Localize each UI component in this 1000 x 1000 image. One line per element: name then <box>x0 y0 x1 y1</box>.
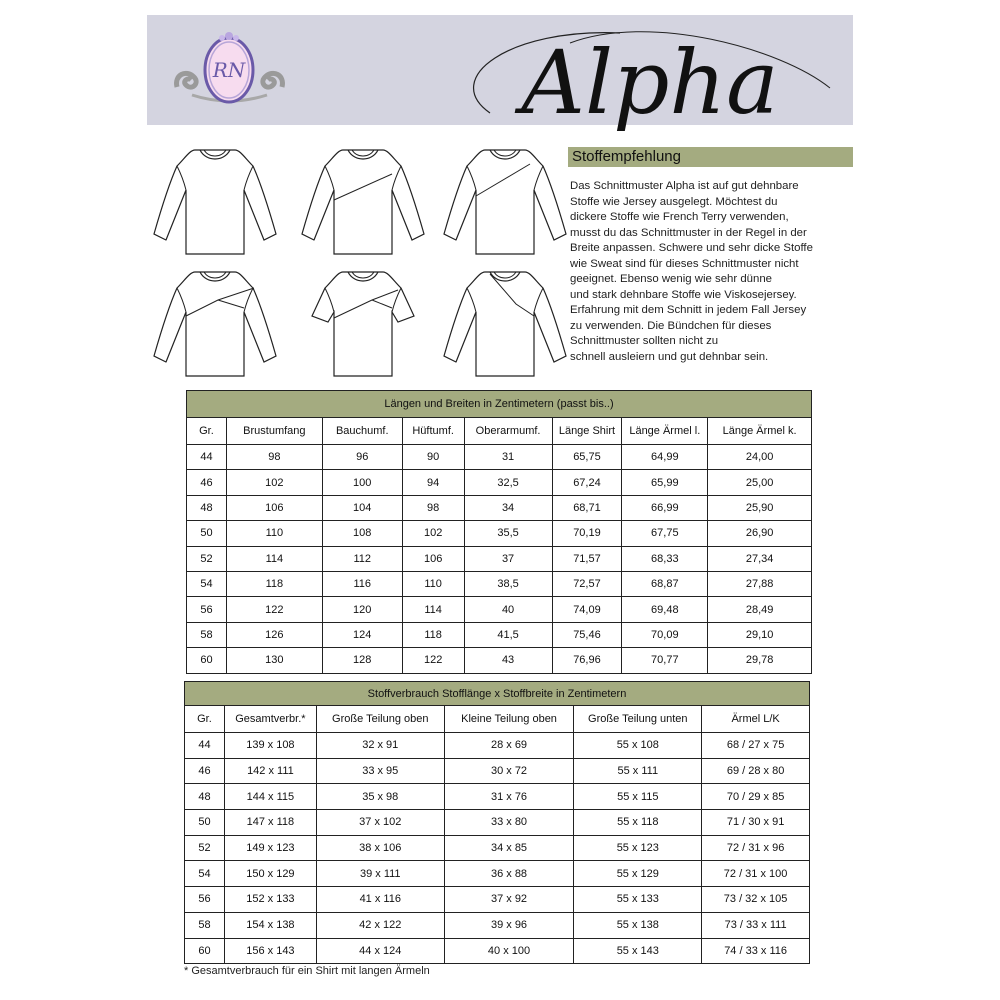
fabric-table-cell: 41 x 116 <box>316 887 444 913</box>
size-table-cell: 52 <box>187 546 227 571</box>
table-row <box>185 887 810 913</box>
table-row <box>187 546 812 571</box>
garment-yoke-diagonal <box>444 272 566 376</box>
fabric-table-cell: 35 x 98 <box>316 784 444 810</box>
size-table-cell: 37 <box>464 546 552 571</box>
fabric-table-cell: 37 x 92 <box>444 887 574 913</box>
fabric-table-header-cell: Gesamtverbr.* <box>224 706 316 733</box>
fabric-table-cell: 33 x 95 <box>316 758 444 784</box>
size-table-cell: 102 <box>226 470 322 495</box>
size-table-cell: 110 <box>402 571 464 596</box>
fabric-table-cell: 68 / 27 x 75 <box>702 733 810 759</box>
size-table-cell: 124 <box>322 622 402 647</box>
fabric-table-cell: 149 x 123 <box>224 835 316 861</box>
fabric-table-cell: 147 x 118 <box>224 810 316 836</box>
size-table-cell: 118 <box>402 622 464 647</box>
size-table-header-cell: Gr. <box>187 418 227 445</box>
fabric-table-header-cell: Gr. <box>185 706 225 733</box>
size-table-cell: 98 <box>226 445 322 470</box>
garment-drawings <box>150 138 570 378</box>
size-table-cell: 108 <box>322 521 402 546</box>
recommendation-heading: Stoffempfehlung <box>572 148 681 165</box>
table-row <box>185 861 810 887</box>
fabric-table-cell: 58 <box>185 912 225 938</box>
size-table-cell: 75,46 <box>552 622 622 647</box>
table-row <box>187 470 812 495</box>
size-measurements-table <box>186 390 812 674</box>
size-table-cell: 27,34 <box>708 546 812 571</box>
recommendation-line: wie Sweat sind für dieses Schnittmuster nicht <box>570 257 799 270</box>
fabric-table-cell: 74 / 33 x 116 <box>702 938 810 964</box>
page-title-text: Alpha <box>521 31 779 134</box>
fabric-table-header-cell: Ärmel L/K <box>702 706 810 733</box>
size-table-cell: 116 <box>322 571 402 596</box>
size-table-cell: 27,88 <box>708 571 812 596</box>
fabric-table-header-cell: Kleine Teilung oben <box>444 706 574 733</box>
recommendation-text <box>570 179 850 365</box>
fabric-table-cell: 55 x 111 <box>574 758 702 784</box>
size-table-cell: 26,90 <box>708 521 812 546</box>
fabric-table-cell: 56 <box>185 887 225 913</box>
size-table-cell: 35,5 <box>464 521 552 546</box>
size-table-header-cell: Länge Shirt <box>552 418 622 445</box>
fabric-table-cell: 154 x 138 <box>224 912 316 938</box>
size-table-cell: 114 <box>402 597 464 622</box>
size-table-header-cell: Brustumfang <box>226 418 322 445</box>
fabric-table-caption: Stoffverbrauch Stofflänge x Stoffbreite in Zentimetern <box>185 682 810 706</box>
table-row <box>187 445 812 470</box>
size-table-cell: 98 <box>402 495 464 520</box>
size-table-cell: 58 <box>187 622 227 647</box>
fabric-table-header-cell: Große Teilung unten <box>574 706 702 733</box>
fabric-table-cell: 28 x 69 <box>444 733 574 759</box>
table-row <box>185 733 810 759</box>
fabric-table-cell: 50 <box>185 810 225 836</box>
size-table-cell: 40 <box>464 597 552 622</box>
size-table-header-row <box>187 418 812 445</box>
size-table-cell: 41,5 <box>464 622 552 647</box>
size-table-cell: 106 <box>402 546 464 571</box>
size-table-cell: 126 <box>226 622 322 647</box>
table-row <box>185 912 810 938</box>
fabric-table-cell: 39 x 96 <box>444 912 574 938</box>
fabric-table-cell: 55 x 118 <box>574 810 702 836</box>
fabric-table-cell: 55 x 133 <box>574 887 702 913</box>
fabric-table-cell: 70 / 29 x 85 <box>702 784 810 810</box>
size-table-cell: 48 <box>187 495 227 520</box>
size-table-cell: 70,77 <box>622 648 708 673</box>
size-table-cell: 32,5 <box>464 470 552 495</box>
fabric-table-cell: 55 x 108 <box>574 733 702 759</box>
size-table-cell: 65,99 <box>622 470 708 495</box>
size-table-cell: 68,87 <box>622 571 708 596</box>
table-row <box>187 521 812 546</box>
size-table-cell: 104 <box>322 495 402 520</box>
size-table-cell: 94 <box>402 470 464 495</box>
size-table-cell: 122 <box>402 648 464 673</box>
size-table-cell: 71,57 <box>552 546 622 571</box>
size-table-cell: 100 <box>322 470 402 495</box>
table-row <box>185 938 810 964</box>
table-row <box>185 810 810 836</box>
fabric-table-cell: 36 x 88 <box>444 861 574 887</box>
size-table-header-cell: Oberarmumf. <box>464 418 552 445</box>
fabric-table-cell: 72 / 31 x 100 <box>702 861 810 887</box>
fabric-table-cell: 152 x 133 <box>224 887 316 913</box>
size-table-cell: 102 <box>402 521 464 546</box>
footnote: * Gesamtverbrauch für ein Shirt mit langen Ärmeln <box>184 965 430 977</box>
recommendation-line: Stoffe wie Jersey ausgelegt. Möchtest du <box>570 195 778 208</box>
size-table-cell: 54 <box>187 571 227 596</box>
table-row <box>185 835 810 861</box>
size-table-header-cell: Länge Ärmel l. <box>622 418 708 445</box>
size-table-cell: 69,48 <box>622 597 708 622</box>
fabric-table-cell: 52 <box>185 835 225 861</box>
size-table-cell: 120 <box>322 597 402 622</box>
recommendation-line: Erfahrung mit dem Schnitt in jedem Fall Jersey <box>570 304 807 316</box>
size-table-cell: 130 <box>226 648 322 673</box>
fabric-table-header-row <box>185 706 810 733</box>
fabric-table-cell: 60 <box>185 938 225 964</box>
recommendation-line: Breite anpassen. Schwere und sehr dicke Stoffe <box>570 242 813 254</box>
size-table-cell: 96 <box>322 445 402 470</box>
fabric-table-cell: 40 x 100 <box>444 938 574 964</box>
fabric-table-cell: 34 x 85 <box>444 835 574 861</box>
recommendation-line: Schnittmuster sollten nicht zu <box>570 335 719 347</box>
recommendation-line: und stark dehnbare Stoffe wie Viskosejersey. <box>570 288 797 301</box>
size-table-cell: 44 <box>187 445 227 470</box>
garment-short-sleeve <box>312 272 414 376</box>
fabric-table-cell: 71 / 30 x 91 <box>702 810 810 836</box>
fabric-table-cell: 139 x 108 <box>224 733 316 759</box>
fabric-table-cell: 42 x 122 <box>316 912 444 938</box>
fabric-table-cell: 73 / 32 x 105 <box>702 887 810 913</box>
fabric-table-cell: 39 x 111 <box>316 861 444 887</box>
fabric-table-cell: 69 / 28 x 80 <box>702 758 810 784</box>
garment-diagonal-small <box>444 150 566 254</box>
recommendation-line: musst du das Schnittmuster in der Regel in der <box>570 226 807 239</box>
size-table-cell: 24,00 <box>708 445 812 470</box>
size-table-cell: 72,57 <box>552 571 622 596</box>
page-title <box>450 18 850 138</box>
recommendation-line: geeignet. Ebenso wenig wie sehr dünne <box>570 273 773 285</box>
garment-chevron <box>154 272 276 376</box>
size-table-header-cell: Bauchumf. <box>322 418 402 445</box>
size-table-cell: 25,90 <box>708 495 812 520</box>
fabric-table-cell: 72 / 31 x 96 <box>702 835 810 861</box>
size-table-cell: 67,75 <box>622 521 708 546</box>
table-row <box>185 758 810 784</box>
fabric-table-cell: 37 x 102 <box>316 810 444 836</box>
fabric-table-cell: 55 x 129 <box>574 861 702 887</box>
fabric-table-cell: 150 x 129 <box>224 861 316 887</box>
fabric-table-cell: 48 <box>185 784 225 810</box>
fabric-table-cell: 30 x 72 <box>444 758 574 784</box>
size-table-header-cell: Länge Ärmel k. <box>708 418 812 445</box>
fabric-table-cell: 73 / 33 x 111 <box>702 912 810 938</box>
size-table-caption: Längen und Breiten in Zentimetern (passt bis..) <box>187 391 812 418</box>
table-row <box>187 622 812 647</box>
fabric-table-cell: 55 x 138 <box>574 912 702 938</box>
garment-diagonal-large <box>302 150 424 254</box>
size-table-cell: 68,71 <box>552 495 622 520</box>
recommendation-line: schnell ausleiern und gut dehnbar sein. <box>570 350 769 363</box>
size-table-cell: 25,00 <box>708 470 812 495</box>
recommendation-heading-bar <box>568 147 853 167</box>
fabric-table-cell: 142 x 111 <box>224 758 316 784</box>
size-table-cell: 56 <box>187 597 227 622</box>
fabric-table-cell: 46 <box>185 758 225 784</box>
size-table-cell: 60 <box>187 648 227 673</box>
size-table-cell: 43 <box>464 648 552 673</box>
brand-logo <box>172 25 287 120</box>
size-table-cell: 74,09 <box>552 597 622 622</box>
fabric-table-cell: 44 <box>185 733 225 759</box>
table-row <box>187 495 812 520</box>
fabric-consumption-table <box>184 681 810 964</box>
size-table-cell: 114 <box>226 546 322 571</box>
fabric-table-cell: 33 x 80 <box>444 810 574 836</box>
fabric-table-cell: 31 x 76 <box>444 784 574 810</box>
size-table-cell: 31 <box>464 445 552 470</box>
size-table-cell: 66,99 <box>622 495 708 520</box>
size-table-cell: 128 <box>322 648 402 673</box>
size-table-cell: 110 <box>226 521 322 546</box>
recommendation-line: dickere Stoffe wie French Terry verwenden, <box>570 211 789 223</box>
size-table-cell: 106 <box>226 495 322 520</box>
garment-basic <box>154 150 276 254</box>
size-table-cell: 70,19 <box>552 521 622 546</box>
fabric-table-cell: 55 x 123 <box>574 835 702 861</box>
fabric-table-cell: 44 x 124 <box>316 938 444 964</box>
fabric-table-header-cell: Große Teilung oben <box>316 706 444 733</box>
table-row <box>187 648 812 673</box>
size-table-cell: 46 <box>187 470 227 495</box>
fabric-table-cell: 156 x 143 <box>224 938 316 964</box>
size-table-cell: 70,09 <box>622 622 708 647</box>
size-table-cell: 112 <box>322 546 402 571</box>
recommendation-line: Das Schnittmuster Alpha ist auf gut dehnbare <box>570 180 799 192</box>
fabric-table-cell: 32 x 91 <box>316 733 444 759</box>
size-table-cell: 64,99 <box>622 445 708 470</box>
size-table-cell: 38,5 <box>464 571 552 596</box>
size-table-cell: 68,33 <box>622 546 708 571</box>
fabric-table-cell: 55 x 143 <box>574 938 702 964</box>
logo-initials: RN <box>212 58 246 82</box>
size-table-cell: 29,78 <box>708 648 812 673</box>
size-table-cell: 122 <box>226 597 322 622</box>
fabric-table-cell: 144 x 115 <box>224 784 316 810</box>
size-table-cell: 90 <box>402 445 464 470</box>
size-table-cell: 118 <box>226 571 322 596</box>
size-table-cell: 50 <box>187 521 227 546</box>
size-table-cell: 34 <box>464 495 552 520</box>
table-row <box>187 571 812 596</box>
fabric-table-cell: 55 x 115 <box>574 784 702 810</box>
table-row <box>187 597 812 622</box>
table-row <box>185 784 810 810</box>
size-table-cell: 65,75 <box>552 445 622 470</box>
size-table-cell: 29,10 <box>708 622 812 647</box>
size-table-header-cell: Hüftumf. <box>402 418 464 445</box>
fabric-table-cell: 54 <box>185 861 225 887</box>
size-table-cell: 76,96 <box>552 648 622 673</box>
fabric-table-cell: 38 x 106 <box>316 835 444 861</box>
recommendation-line: zu verwenden. Die Bündchen für dieses <box>570 319 772 332</box>
size-table-cell: 67,24 <box>552 470 622 495</box>
size-table-cell: 28,49 <box>708 597 812 622</box>
